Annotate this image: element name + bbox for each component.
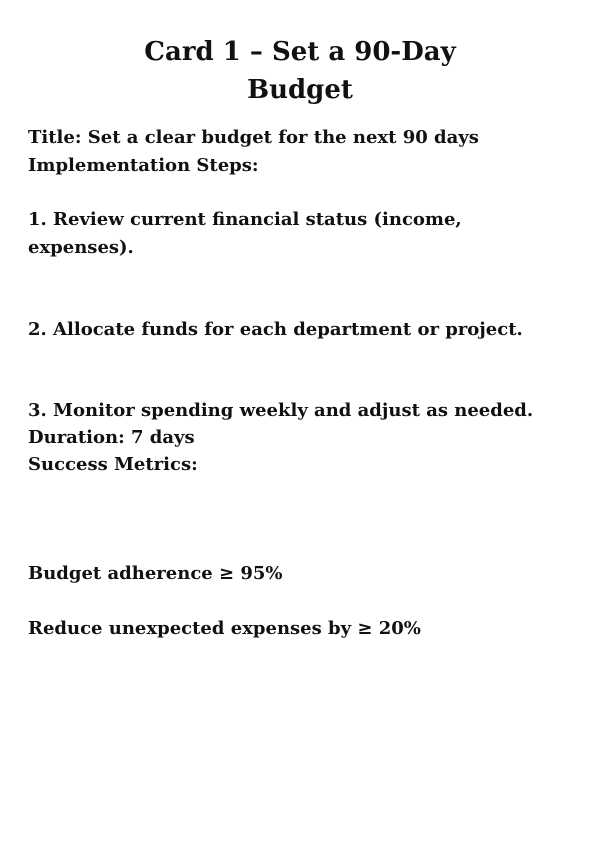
card-title-line-1: Card 1 – Set a 90-Day — [144, 37, 456, 67]
title-label: Title: Set a clear budget for the next 90 days — [28, 127, 479, 148]
steps-heading: Implementation Steps: — [28, 155, 259, 176]
metric-2: Reduce unexpected expenses by ≥ 20% — [28, 618, 421, 639]
step-3: 3. Monitor spending weekly and adjust as needed. — [28, 400, 534, 421]
metric-1: Budget adherence ≥ 95% — [28, 563, 283, 584]
step-1: 1. Review current financial status (income, expenses). — [28, 209, 462, 258]
card-title-line-2: Budget — [247, 75, 353, 105]
card-title — [60, 33, 540, 109]
duration: Duration: 7 days — [28, 427, 195, 448]
metrics-heading: Success Metrics: — [28, 454, 198, 475]
step-2: 2. Allocate funds for each department or project. — [28, 319, 523, 340]
